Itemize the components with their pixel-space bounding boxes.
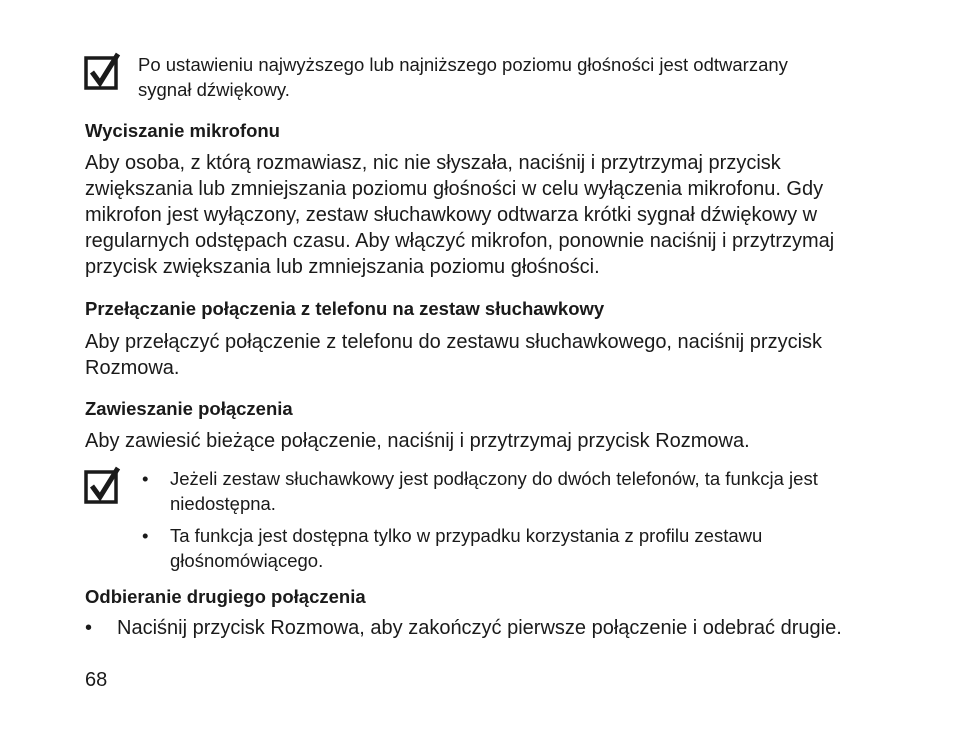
- note-bullet-list: [138, 466, 870, 573]
- checkbox-checked-icon: [84, 466, 122, 504]
- list-item: [85, 615, 877, 642]
- note-hold-call: [84, 466, 870, 573]
- heading-hold-call: Zawieszanie połączenia: [85, 398, 293, 419]
- bullet-icon: •: [85, 617, 93, 639]
- list-item-text: Ta funkcja jest dostępna tylko w przypadku korzystania z profilu zestawu głośnomówiącego.: [170, 525, 763, 571]
- note-text: Po ustawieniu najwyższego lub najniższego poziomu głośności jest odtwarzany sygnał dźwiękowy.: [138, 54, 788, 100]
- list-item-text: Naciśnij przycisk Rozmowa, aby zakończyć pierwsze połączenie i odebrać drugie.: [117, 617, 842, 639]
- paragraph-switch-call: Aby przełączyć połączenie z telefonu do zestawu słuchawkowego, naciśnij przycisk Rozmowa.: [85, 331, 823, 379]
- bullet-icon: •: [142, 525, 149, 546]
- paragraph-hold-call: Aby zawiesić bieżące połączenie, naciśnij i przytrzymaj przycisk Rozmowa.: [85, 430, 750, 452]
- heading-switch-call: Przełączanie połączenia z telefonu na zestaw słuchawkowy: [85, 298, 605, 319]
- page-number: 68: [85, 669, 108, 691]
- heading-second-call: Odbieranie drugiego połączenia: [85, 586, 366, 607]
- second-call-list: [85, 615, 877, 642]
- note-volume-limit: [84, 52, 818, 102]
- paragraph-mute-microphone: Aby osoba, z którą rozmawiasz, nic nie słyszała, naciśnij i przytrzymaj przycisk zwiększania lub zmniejszania poziomu głośności w celu wyłączenia mikrofonu. Gdy mikrofon jest wyłączony, zestaw słuchawkowy odtwarza krótki sygnał dźwiękowy w regularnych odstępach czasu. Aby włączyć mikrofon, ponownie naciśnij i przytrzymaj przycisk zwiększania lub zmniejszania poziomu głośności.: [85, 152, 835, 278]
- heading-mute-microphone: Wyciszanie mikrofonu: [85, 120, 280, 141]
- list-item-text: Jeżeli zestaw słuchawkowy jest podłączony do dwóch telefonów, ta funkcja jest niedostępna.: [170, 468, 818, 514]
- bullet-icon: •: [142, 468, 149, 489]
- list-item: [138, 466, 870, 516]
- list-item: [138, 523, 870, 573]
- checkbox-checked-icon: [84, 52, 122, 90]
